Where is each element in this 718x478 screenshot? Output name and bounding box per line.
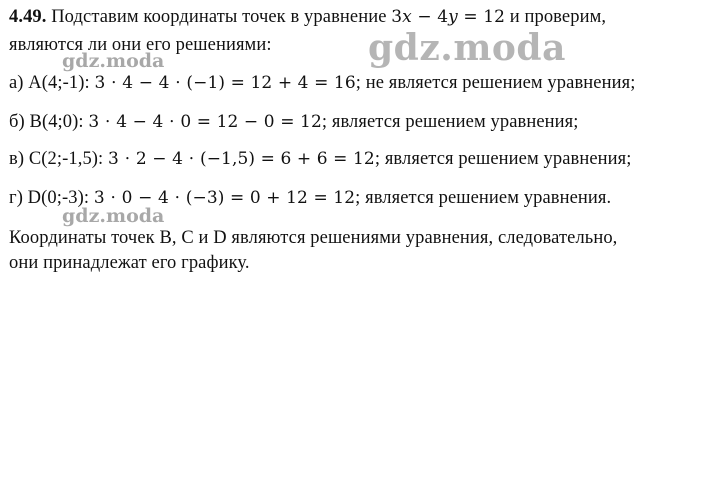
item-a: [9, 72, 635, 94]
item-d-label: г) D(0;-3):: [9, 188, 94, 208]
item-d-math: 3 ⋅ 0 − 4 ⋅ (−3) = 0 + 12 = 12: [93, 188, 356, 208]
intro-tail: и проверим,: [505, 7, 607, 27]
item-a-label: а) A(4;-1):: [9, 73, 95, 93]
problem-intro-line-2: являются ли они его решениями:: [9, 35, 272, 55]
problem-number: 4.49.: [9, 7, 47, 27]
item-b-label: б) B(4;0):: [9, 112, 89, 132]
item-b-conclusion: ; является решением уравнения;: [321, 112, 579, 132]
item-b-math: 3 ⋅ 4 − 4 ⋅ 0 = 12 − 0 = 12: [88, 112, 322, 132]
conclusion-line-2: они принадлежат его графику.: [9, 253, 250, 273]
item-a-conclusion: ; не является решением уравнения;: [355, 73, 636, 93]
watermark-small-top: gdz.moda: [62, 50, 165, 72]
item-d: [9, 187, 611, 209]
watermark-small-bottom: gdz.moda: [62, 205, 165, 227]
item-b: [9, 111, 579, 133]
item-a-math: 3 ⋅ 4 − 4 ⋅ (−1) = 12 + 4 = 16: [94, 73, 356, 93]
item-c-label: в) C(2;-1,5):: [9, 149, 109, 169]
item-c-math: 3 ⋅ 2 − 4 ⋅ (−1,5) = 6 + 6 = 12: [108, 149, 375, 169]
item-c-conclusion: ; является решением уравнения;: [374, 149, 632, 169]
intro-text: Подставим координаты точек в уравнение: [46, 7, 392, 27]
conclusion-line-1: Координаты точек B, C и D являются решениями уравнения, следовательно,: [9, 228, 618, 248]
problem-intro-line: [9, 6, 606, 28]
item-d-conclusion: ; является решением уравнения.: [355, 188, 612, 208]
equation: 3𝑥 − 4𝑦 = 12: [391, 7, 506, 27]
item-c: [9, 148, 632, 170]
watermark-large: gdz.moda: [368, 27, 566, 69]
